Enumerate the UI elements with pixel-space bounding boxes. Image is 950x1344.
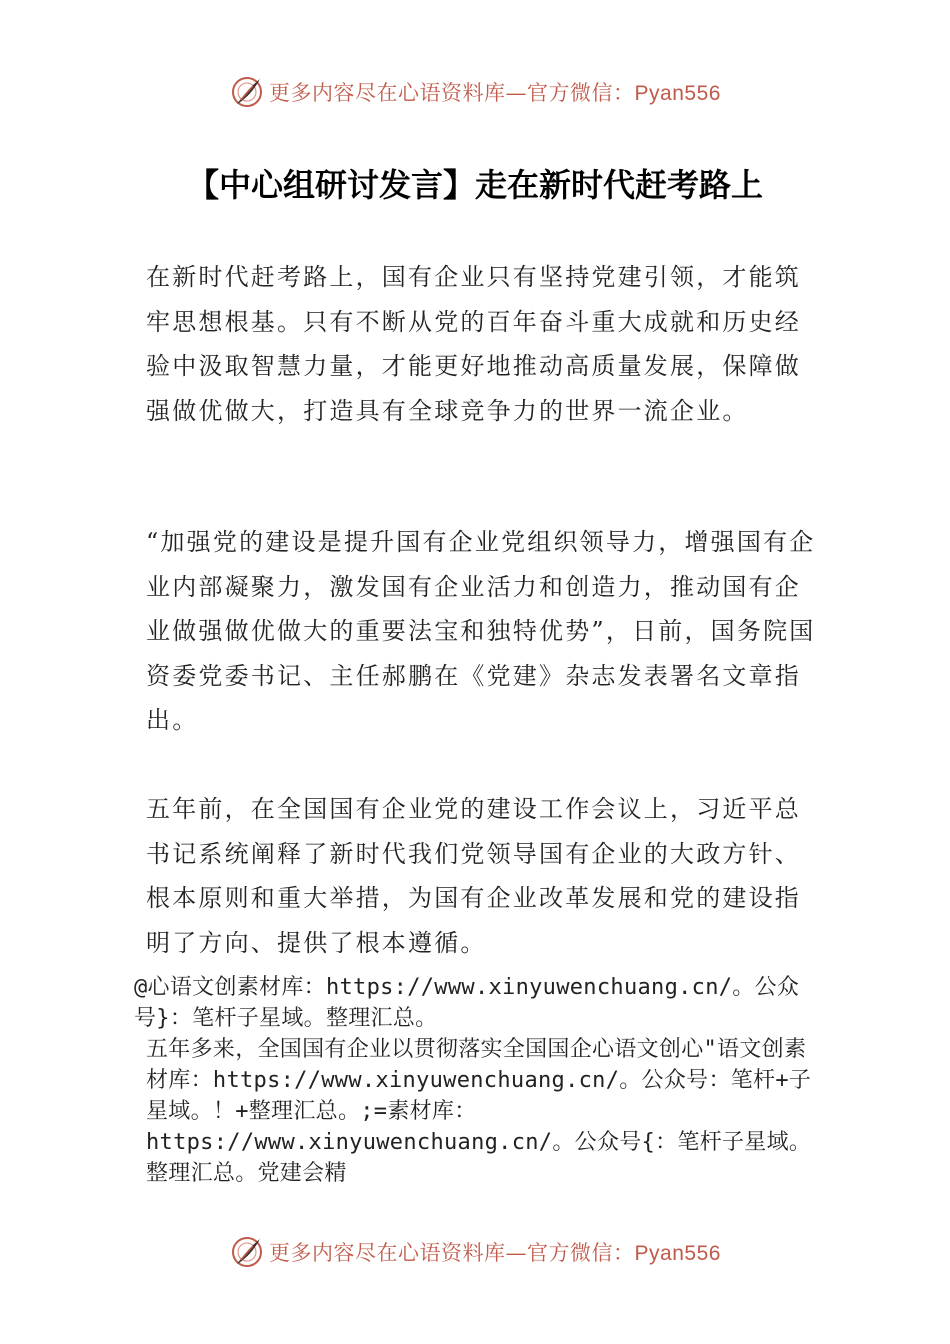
paragraph-2: “加强党的建设是提升国有企业党组织领导力，增强国有企业内部凝聚力，激发国有企业活力和创造力，推动国有企业做强做优做大的重要法宝和独特优势”，日前，国务院国资委党委书记、主任郝鹏在《党建》杂志发表署名文章指出。	[146, 528, 816, 734]
footer-banner-text: 更多内容尽在心语资料库—官方微信：Pyan556	[269, 1241, 721, 1265]
header-banner	[0, 72, 950, 112]
footer-banner	[0, 1232, 950, 1272]
feather-logo-icon	[229, 74, 265, 110]
watermark-text-2: 五年多来，全国国有企业以贯彻落实全国国企心语文创心"语文创素材库：https://www.xinyuwenchuang.cn/。公众号：笔杆+子星域。！+整理汇总。;=素材库：https://www.xinyuwenchuang.cn/。公众号{：笔杆子星域。整理汇总。党建会精	[146, 1037, 812, 1186]
page-title: 【中心组研讨发言】走在新时代赶考路上	[186, 166, 763, 204]
feather-logo-icon	[229, 1234, 265, 1270]
paragraph-1: 在新时代赶考路上，国有企业只有坚持党建引领，才能筑牢思想根基。只有不断从党的百年奋斗重大成就和历史经验中汲取智慧力量，才能更好地推动高质量发展，保障做强做优做大，打造具有全球竞争力的世界一流企业。	[146, 263, 801, 425]
header-banner-text: 更多内容尽在心语资料库—官方微信：Pyan556	[269, 81, 721, 105]
watermark-text-1: @心语文创素材库：https://www.xinyuwenchuang.cn/。公众号}：笔杆子星域。整理汇总。	[134, 975, 800, 1031]
paragraph-3: 五年前，在全国国有企业党的建设工作会议上，习近平总书记系统阐释了新时代我们党领导国有企业的大政方针、根本原则和重大举措，为国有企业改革发展和党的建设指明了方向、提供了根本遵循。	[146, 795, 801, 957]
